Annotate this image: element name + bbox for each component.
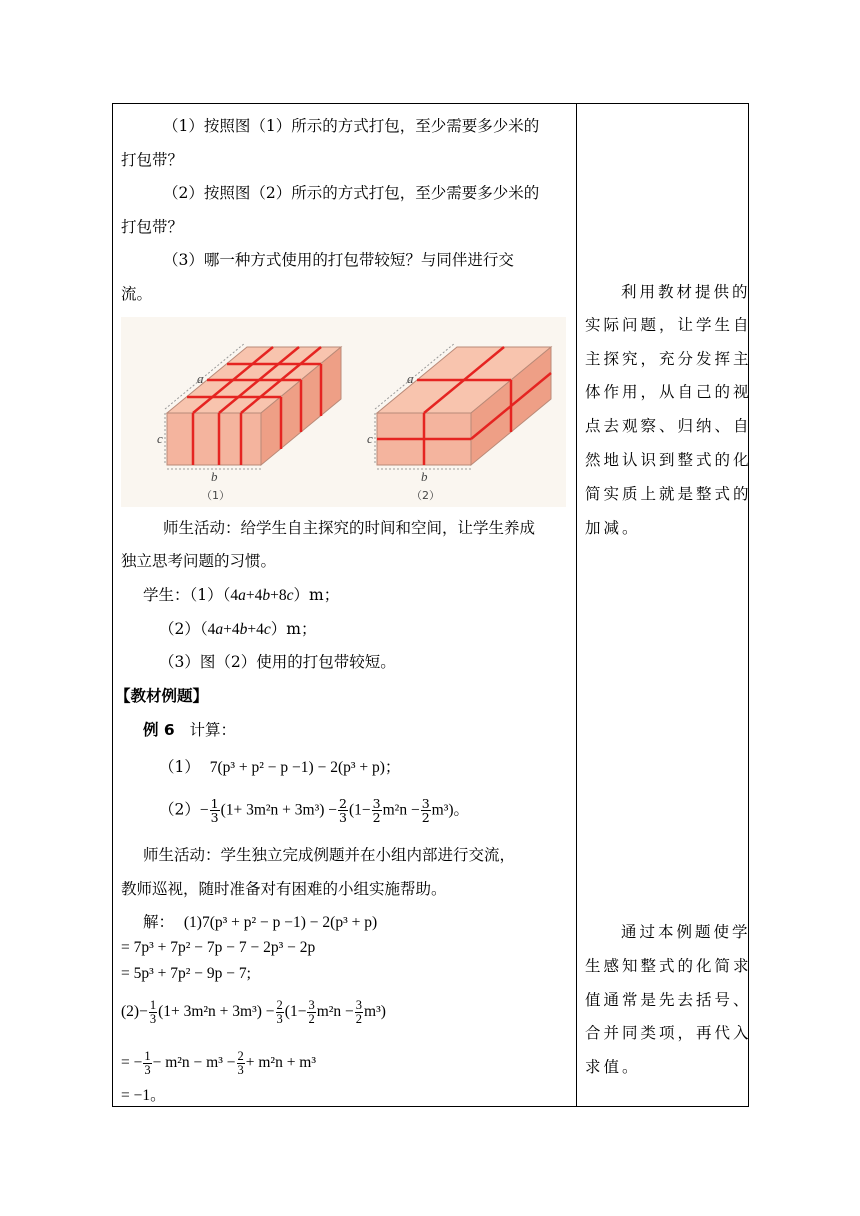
fig2-label-b: b	[421, 469, 428, 484]
side-column: 利用教材提供的 实际问题，让学生自 主探究，充分发挥主 体作用，从自己的视 点去观察、归纳、自 然地认识到整式的化 简实质上就是整式的 加减。 通过本例题使学 生感知整式的化简求 值通常是先去括号、 合并同类项，再代入 求值。	[585, 283, 752, 1076]
solution-line-1: 解： (1)7(p³ + p² − p −1) − 2(p³ + p)	[143, 913, 378, 931]
main-column	[113, 104, 576, 1106]
fig1-label-a: a	[197, 371, 204, 386]
solution-line-5: = − $\frac{1}{3}$ − m²n − m³ − $\frac{2}{3}$ + m²n + m³	[121, 1049, 317, 1077]
activity-2-line-2: 教师巡视，随时准备对有困难的小组实施帮助。	[121, 880, 447, 898]
question-2-line-1: （2）按照图（2）所示的方式打包，至少需要多少米的	[163, 184, 540, 202]
solution-line-2: = 7p³ + 7p² − 7p − 7 − 2p³ − 2p	[121, 939, 316, 956]
figure-caption-2: （2）	[411, 489, 440, 502]
fig2-label-c: c	[367, 431, 373, 446]
example-instruction: 计算：	[189, 721, 236, 739]
activity-1-line-2: 独立思考问题的习惯。	[121, 552, 277, 570]
example-label: 例 6	[143, 721, 175, 739]
student-answer-2: （2）（4a+4b+4c）m；	[159, 620, 317, 638]
section-title: 【教材例题】	[115, 687, 209, 705]
activity-1-line-1: 师生活动：给学生自主探究的时间和空间，让学生养成	[163, 519, 536, 537]
lesson-table	[112, 103, 752, 1107]
question-3-line-2: 流。	[121, 285, 153, 303]
package-figure	[121, 317, 566, 507]
example-part-1: （1） 7(p³ + p² − p −1) − 2(p³ + p)；	[159, 758, 401, 776]
question-1-line-2: 打包带？	[121, 151, 184, 169]
student-answer-3: （3）图（2）使用的打包带较短。	[159, 653, 396, 671]
question-2-line-2: 打包带？	[121, 218, 184, 236]
fig1-label-c: c	[157, 431, 163, 446]
question-1-line-1: （1）按照图（1）所示的方式打包，至少需要多少米的	[163, 117, 540, 135]
student-answer-1: 学生：（1）（4a+4b+8c）m；	[143, 586, 340, 604]
solution-line-4: (2)− $\frac{1}{3}$ (1+ 3m²n + 3m³) − $\frac{2}{3}$ (1− $\frac{3}{2}$ m²n − $\frac{3}{2}$ m³)	[121, 998, 386, 1026]
activity-2-line-1: 师生活动：学生独立完成例题并在小组内部进行交流，	[143, 846, 516, 864]
example-part-2: （2）− $\frac{1}{3}$ (1+ 3m²n + 3m³) − $\frac{2}{3}$ (1− $\frac{3}{2}$ m²n − $\frac{3}{2}$ m³)。	[159, 796, 470, 825]
example-heading	[143, 720, 236, 740]
solution-line-6: = −1。	[121, 1087, 166, 1104]
solution-line-3: = 5p³ + 7p² − 9p − 7;	[121, 965, 251, 982]
figure-caption-1: （1）	[201, 489, 230, 502]
fig1-label-b: b	[211, 469, 218, 484]
question-3-line-1: （3）哪一种方式使用的打包带较短？与同伴进行交	[163, 251, 514, 269]
fig2-label-a: a	[407, 371, 414, 386]
